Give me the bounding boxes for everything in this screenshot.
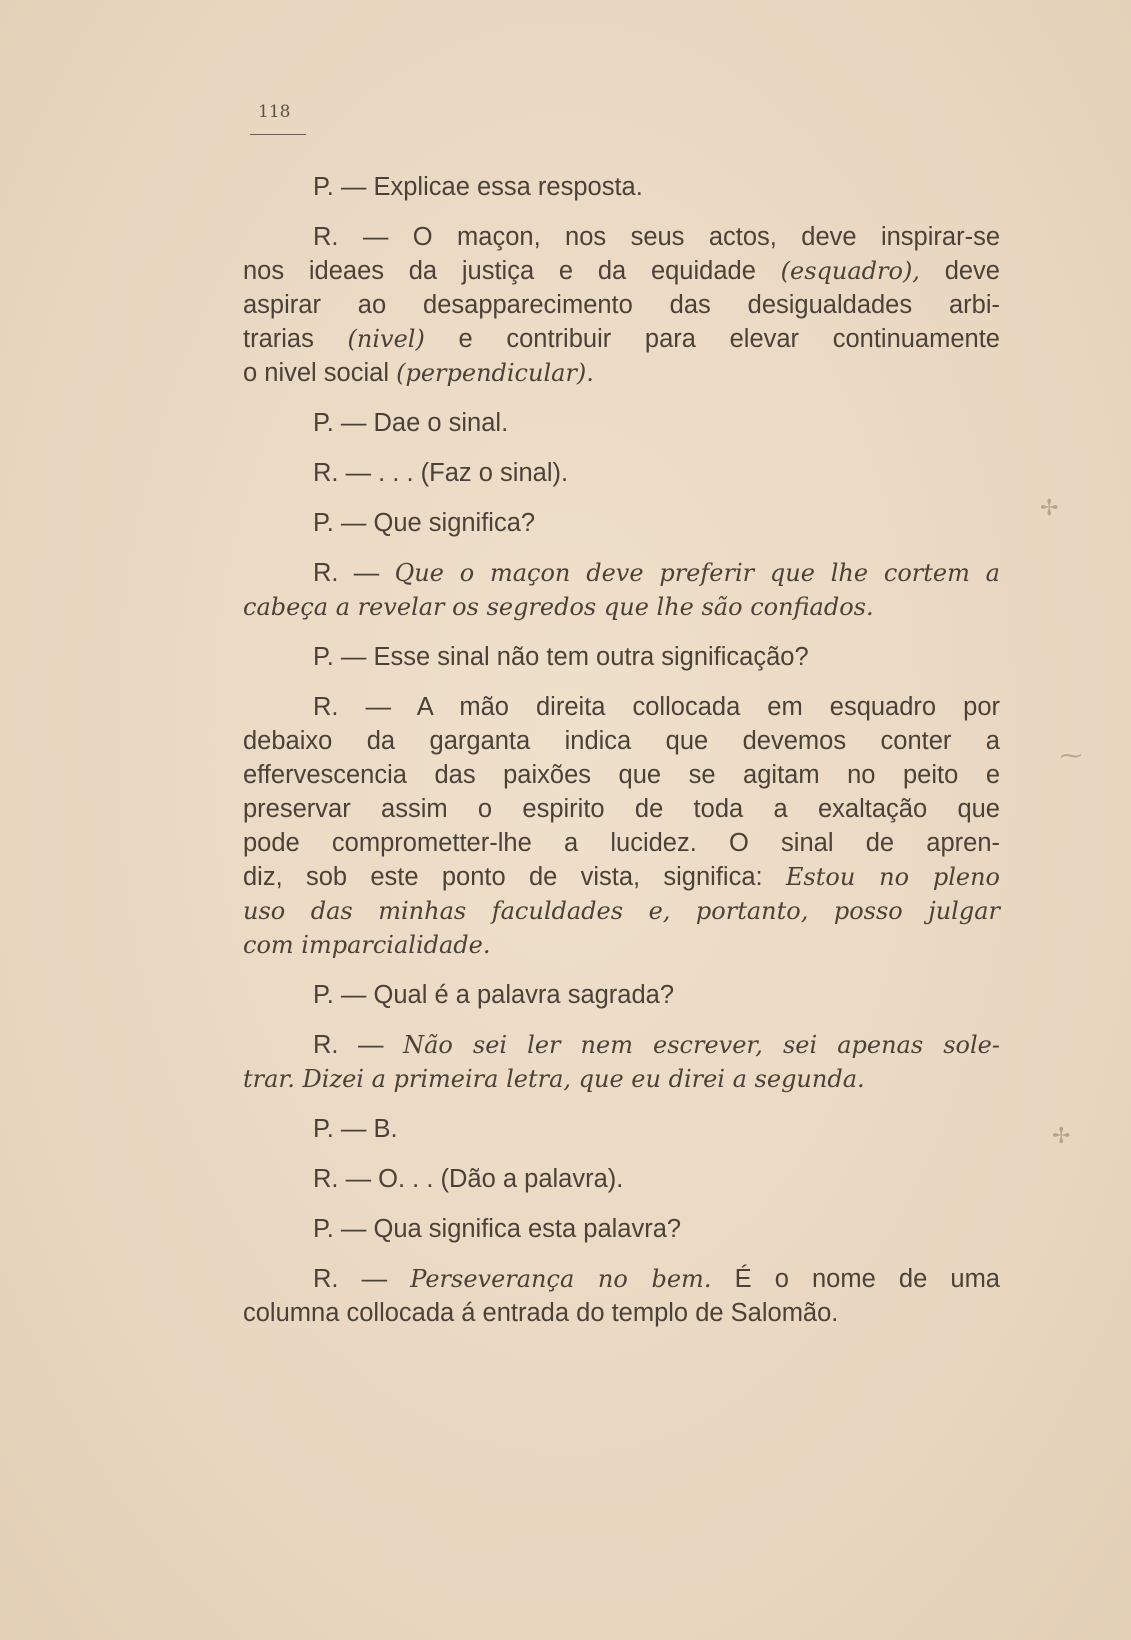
- text-line: columna collocada á entrada do templo de Salomão.: [243, 1299, 839, 1327]
- text-line: com imparcialidade.: [243, 931, 491, 959]
- text-line: R. — O maçon, nos seus actos, deve inspirar-se: [313, 223, 1000, 251]
- paragraph-4: [243, 456, 1000, 490]
- text-line: debaixo da garganta indica que devemos conter a: [243, 727, 1000, 755]
- text-line: R. — O. . . (Dão a palavra).: [313, 1165, 624, 1193]
- paragraph-7: [243, 640, 1000, 674]
- text-line: R. — A mão direita collocada em esquadro por: [313, 693, 1001, 721]
- text-line: R. — Não sei ler nem escrever, sei apenas sole-: [313, 1031, 1000, 1059]
- text-line: trarias (nivel) e contribuir para elevar continuamente: [243, 325, 1000, 353]
- paragraph-5: [243, 506, 1000, 540]
- text-line: preservar assim o espirito de toda a exaltação que: [243, 795, 1000, 823]
- paragraph-9: [243, 978, 1000, 1012]
- text-line: diz, sob este ponto de vista, significa: Estou no pleno: [243, 863, 1001, 891]
- paragraph-2: [243, 220, 1000, 390]
- paragraph-13: [243, 1212, 1000, 1246]
- page-number-rule: [250, 134, 306, 135]
- text-line: cabeça a revelar os segredos que lhe são confiados.: [243, 593, 874, 621]
- body-text: [243, 170, 1000, 1346]
- text-line: R. — Que o maçon deve preferir que lhe cortem a: [313, 559, 1000, 587]
- text-line: o nivel social (perpendicular).: [243, 359, 594, 387]
- margin-speck: ✢: [1040, 496, 1059, 521]
- paragraph-6: [243, 556, 1000, 624]
- paragraph-10: [243, 1028, 1000, 1096]
- text-line: P. — Explicae essa resposta.: [313, 173, 643, 201]
- text-line: P. — Qua significa esta palavra?: [313, 1215, 682, 1243]
- margin-speck: ⁓: [1060, 744, 1082, 769]
- text-line: P. — B.: [313, 1115, 398, 1143]
- paragraph-8: [243, 690, 1000, 962]
- paragraph-3: [243, 406, 1000, 440]
- text-line: P. — Que significa?: [313, 509, 536, 537]
- text-line: aspirar ao desapparecimento das desigualdades arbi-: [243, 291, 1000, 319]
- text-line: uso das minhas faculdades e, portanto, posso julgar: [243, 897, 1000, 925]
- text-line: trar. Dizei a primeira letra, que eu direi a segunda.: [243, 1065, 865, 1093]
- text-line: nos ideaes da justiça e da equidade (esquadro), deve: [243, 257, 1000, 285]
- text-line: P. — Esse sinal não tem outra significação?: [313, 643, 809, 671]
- paragraph-14: [243, 1262, 1000, 1330]
- text-line: effervescencia das paixões que se agitam no peito e: [243, 761, 1000, 789]
- text-line: P. — Dae o sinal.: [313, 409, 509, 437]
- paragraph-1: [243, 170, 1000, 204]
- paragraph-12: [243, 1162, 1000, 1196]
- text-line: R. — Perseverança no bem. É o nome de uma: [313, 1265, 1000, 1293]
- text-line: pode comprometter-lhe a lucidez. O sinal de apren-: [243, 829, 1000, 857]
- page-number: 118: [258, 102, 291, 122]
- paragraph-11: [243, 1112, 1000, 1146]
- margin-speck: ✢: [1052, 1124, 1071, 1149]
- text-line: R. — . . . (Faz o sinal).: [313, 459, 569, 487]
- text-line: P. — Qual é a palavra sagrada?: [313, 981, 675, 1009]
